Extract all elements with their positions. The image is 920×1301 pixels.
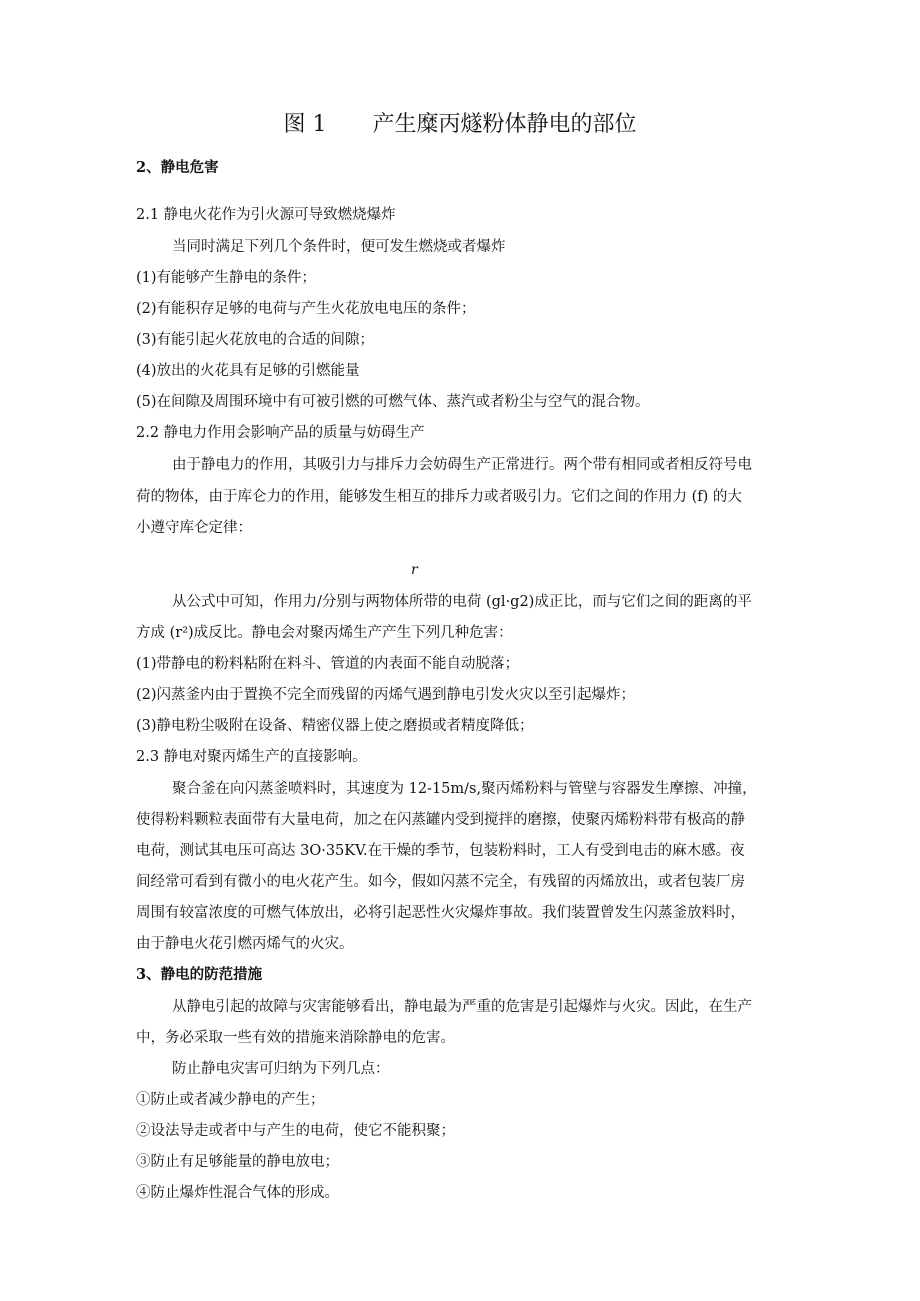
- paragraph-line: 电荷，测试其电压可高达 3O·35KV.在干燥的季节，包装粉料时，工人有受到电击的麻木感。夜: [136, 843, 745, 859]
- paragraph-line: 聚合釜在向闪蒸釜喷料时，其速度为 12-15m∕s,聚丙烯粉料与管壁与容器发生摩擦、冲撞，: [172, 781, 757, 797]
- section-2-1-heading: 2.1 静电火花作为引火源可导致燃烧爆炸: [136, 207, 396, 223]
- paragraph-line: 中，务必采取一些有效的措施来消除静电的危害。: [136, 1030, 455, 1046]
- section-2-heading: 2、静电危害: [136, 159, 219, 176]
- figure-caption: [0, 108, 920, 142]
- paragraph-line: 从公式中可知，作用力/分别与两物体所带的电荷 (gl·g2)成正比，而与它们之间的距离的平: [172, 594, 752, 610]
- list-item: (2)闪蒸釜内由于置换不完全而残留的丙烯气遇到静电引发火灾以至引起爆炸；: [136, 687, 636, 703]
- paragraph-line: 由于静电火花引燃丙烯气的火灾。: [136, 936, 354, 952]
- list-item: ②设法导走或者中与产生的电荷，使它不能积聚；: [136, 1123, 455, 1139]
- figure-label: 图 1: [283, 112, 327, 137]
- list-item: (3)静电粉尘吸附在设备、精密仪器上使之磨损或者精度降低；: [136, 718, 534, 734]
- list-item: (5)在间隙及周围环境中有可被引燃的可燃气体、蒸汽或者粉尘与空气的混合物。: [136, 394, 650, 410]
- paragraph-line: 间经常可看到有微小的电火花产生。如今，假如闪蒸不完全，有残留的丙烯放出，或者包装厂房: [136, 874, 745, 890]
- list-item: (1)有能够产生静电的条件；: [136, 270, 317, 286]
- paragraph-line: 从静电引起的故障与灾害能够看出，静电最为严重的危害是引起爆炸与火灾。因此，在生产: [172, 999, 752, 1015]
- list-item: (2)有能积存足够的电荷与产生火花放电电压的条件；: [136, 301, 476, 317]
- section-2-3-heading: 2.3 静电对聚丙烯生产的直接影响。: [136, 749, 367, 765]
- list-item: ④防止爆炸性混合气体的形成。: [136, 1185, 339, 1201]
- paragraph-line: 小遵守库仑定律：: [136, 520, 252, 536]
- section-3-intro: 防止静电灾害可归纳为下列几点：: [172, 1061, 390, 1077]
- section-2-2-heading: 2.2 静电力作用会影响产品的质量与妨碍生产: [136, 425, 425, 441]
- paragraph-line: 使得粉料颗粒表面带有大量电荷，加之在闪蒸罐内受到搅拌的磨擦，使聚丙烯粉料带有极高的静: [136, 812, 745, 828]
- list-item: ①防止或者减少静电的产生；: [136, 1092, 325, 1108]
- section-2-1-intro: 当同时满足下列几个条件时，便可发生燃烧或者爆炸: [172, 239, 506, 255]
- list-item: ③防止有足够能量的静电放电；: [136, 1154, 339, 1170]
- list-item: (4)放出的火花具有足够的引燃能量: [136, 363, 360, 379]
- list-item: (3)有能引起火花放电的合适的间隙；: [136, 332, 375, 348]
- figure-title: 产生糜丙燧粉体静电的部位: [372, 112, 637, 137]
- paragraph-line: 荷的物体，由于库仑力的作用，能够发生相互的排斥力或者吸引力。它们之间的作用力 (f) 的大: [136, 489, 742, 505]
- paragraph-line: 方成 (r²)成反比。静电会对聚丙烯生产产生下列几种危害：: [136, 625, 513, 641]
- formula-fragment: r: [411, 562, 418, 578]
- list-item: (1)带静电的粉料粘附在料斗、管道的内表面不能自动脱落；: [136, 656, 520, 672]
- paragraph-line: 由于静电力的作用，其吸引力与排斥力会妨碍生产正常进行。两个带有相同或者相反符号电: [172, 457, 752, 473]
- section-3-heading: 3、静电的防范措施: [136, 966, 263, 983]
- paragraph-line: 周围有较富浓度的可燃气体放出，必将引起恶性火灾爆炸事故。我们装置曾发生闪蒸釜放料时，: [136, 905, 745, 921]
